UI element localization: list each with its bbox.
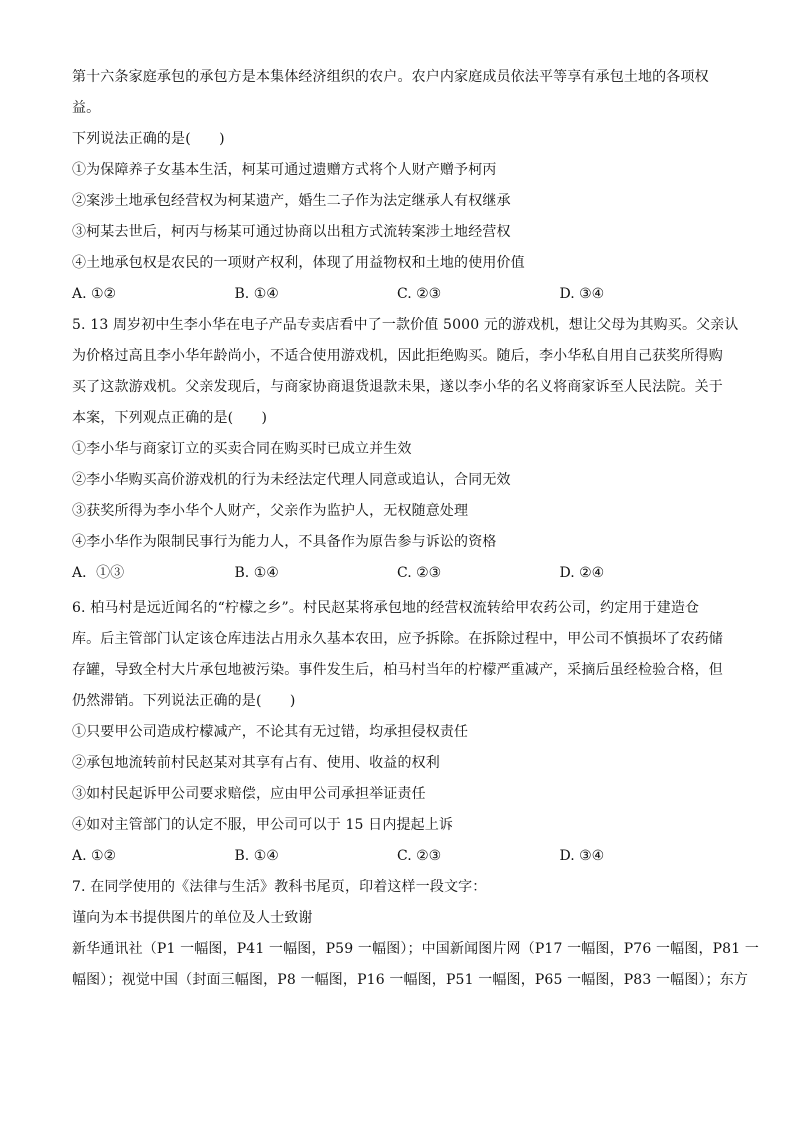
option-b: B. ①④: [234, 286, 279, 302]
q4-block: [72, 62, 722, 310]
statement-3: ③柯某去世后，柯丙与杨某可通过协商以出租方式流转案涉土地经营权: [72, 224, 511, 240]
option-d: D. ②④: [559, 565, 605, 581]
document-page: [72, 62, 760, 996]
option-b: B. ①④: [234, 848, 279, 864]
statement-2: ②承包地流转前村民赵某对其享有占有、使用、收益的权利: [72, 755, 440, 771]
statement-2: ②案涉土地承包经营权为柯某遗产，婚生二子作为法定继承人有权继承: [72, 193, 511, 209]
quoted-text-line: 幅图）；视觉中国（封面三幅图，P8 一幅图，P16 一幅图，P51 一幅图，P65 一幅图，P83 一幅图）；东方: [72, 972, 749, 988]
option-d: D. ③④: [559, 848, 605, 864]
option-a: A．①③: [72, 565, 125, 581]
question-stem-line: 本案，下列观点正确的是( ): [72, 410, 268, 426]
q6-block: [72, 593, 722, 872]
statement-1: ①为保障养子女基本生活，柯某可通过遗赠方式将个人财产赠予柯丙: [72, 162, 497, 178]
statement-4: ④如对主管部门的认定不服，甲公司可以于 15 日内提起上诉: [72, 817, 454, 833]
option-a: A. ①②: [72, 848, 117, 864]
article-line: 益。: [72, 100, 101, 116]
statement-1: ①只要甲公司造成柠檬减产，不论其有无过错，均承担侵权责任: [72, 724, 469, 740]
q7-block: [72, 872, 760, 996]
question-stem-line: 库。后主管部门认定该仓库违法占用永久基本农田，应予拆除。在拆除过程中，甲公司不慎损坏了农药储: [72, 631, 723, 647]
question-stem-line: 仍然滞销。下列说法正确的是( ): [72, 693, 296, 709]
statement-4: ④李小华作为限制民事行为能力人，不具备作为原告参与诉讼的资格: [72, 534, 497, 550]
option-c: C. ②③: [397, 286, 442, 302]
statement-2: ②李小华购买高价游戏机的行为未经法定代理人同意或追认，合同无效: [72, 472, 511, 488]
article-line: 第十六条家庭承包的承包方是本集体经济组织的农户。农户内家庭成员依法平等享有承包土地的各项权: [72, 69, 709, 85]
q5-block: [72, 310, 739, 589]
question-stem-line: 5. 13 周岁初中生李小华在电子产品专卖店看中了一款价值 5000 元的游戏机，想让父母为其购买。父亲认: [72, 317, 739, 333]
option-c: C. ②③: [397, 848, 442, 864]
statement-4: ④土地承包权是农民的一项财产权利，体现了用益物权和土地的使用价值: [72, 255, 525, 271]
answer-options: [72, 841, 722, 872]
question-stem: 下列说法正确的是( ): [72, 131, 225, 147]
question-stem-line: 为价格过高且李小华年龄尚小，不适合使用游戏机，因此拒绝购买。随后，李小华私自用自己获奖所得购: [72, 348, 723, 364]
answer-options: [72, 558, 722, 589]
question-stem-line: 6. 柏马村是远近闻名的“柠檬之乡”。村民赵某将承包地的经营权流转给甲农药公司，约定用于建造仓: [72, 600, 700, 616]
quoted-heading: 谨向为本书提供图片的单位及人士致谢: [72, 910, 313, 926]
question-stem-line: 存罐，导致全村大片承包地被污染。事件发生后，柏马村当年的柠檬严重减产，采摘后虽经检验合格，但: [72, 662, 723, 678]
statement-3: ③如村民起诉甲公司要求赔偿，应由甲公司承担举证责任: [72, 786, 426, 802]
question-stem-line: 7. 在同学使用的《法律与生活》教科书尾页，印着这样一段文字：: [72, 879, 487, 895]
answer-options: [72, 279, 722, 310]
statement-1: ①李小华与商家订立的买卖合同在购买时已成立并生效: [72, 441, 412, 457]
option-b: B. ①④: [234, 565, 279, 581]
option-d: D. ③④: [559, 286, 605, 302]
question-stem-line: 买了这款游戏机。父亲发现后，与商家协商退货退款未果，遂以李小华的名义将商家诉至人民法院。关于: [72, 379, 723, 395]
statement-3: ③获奖所得为李小华个人财产，父亲作为监护人，无权随意处理: [72, 503, 469, 519]
option-a: A. ①②: [72, 286, 117, 302]
option-c: C. ②③: [397, 565, 442, 581]
quoted-text-line: 新华通讯社（P1 一幅图，P41 一幅图，P59 一幅图）；中国新闻图片网（P17 一幅图，P76 一幅图，P81 一: [72, 941, 760, 957]
